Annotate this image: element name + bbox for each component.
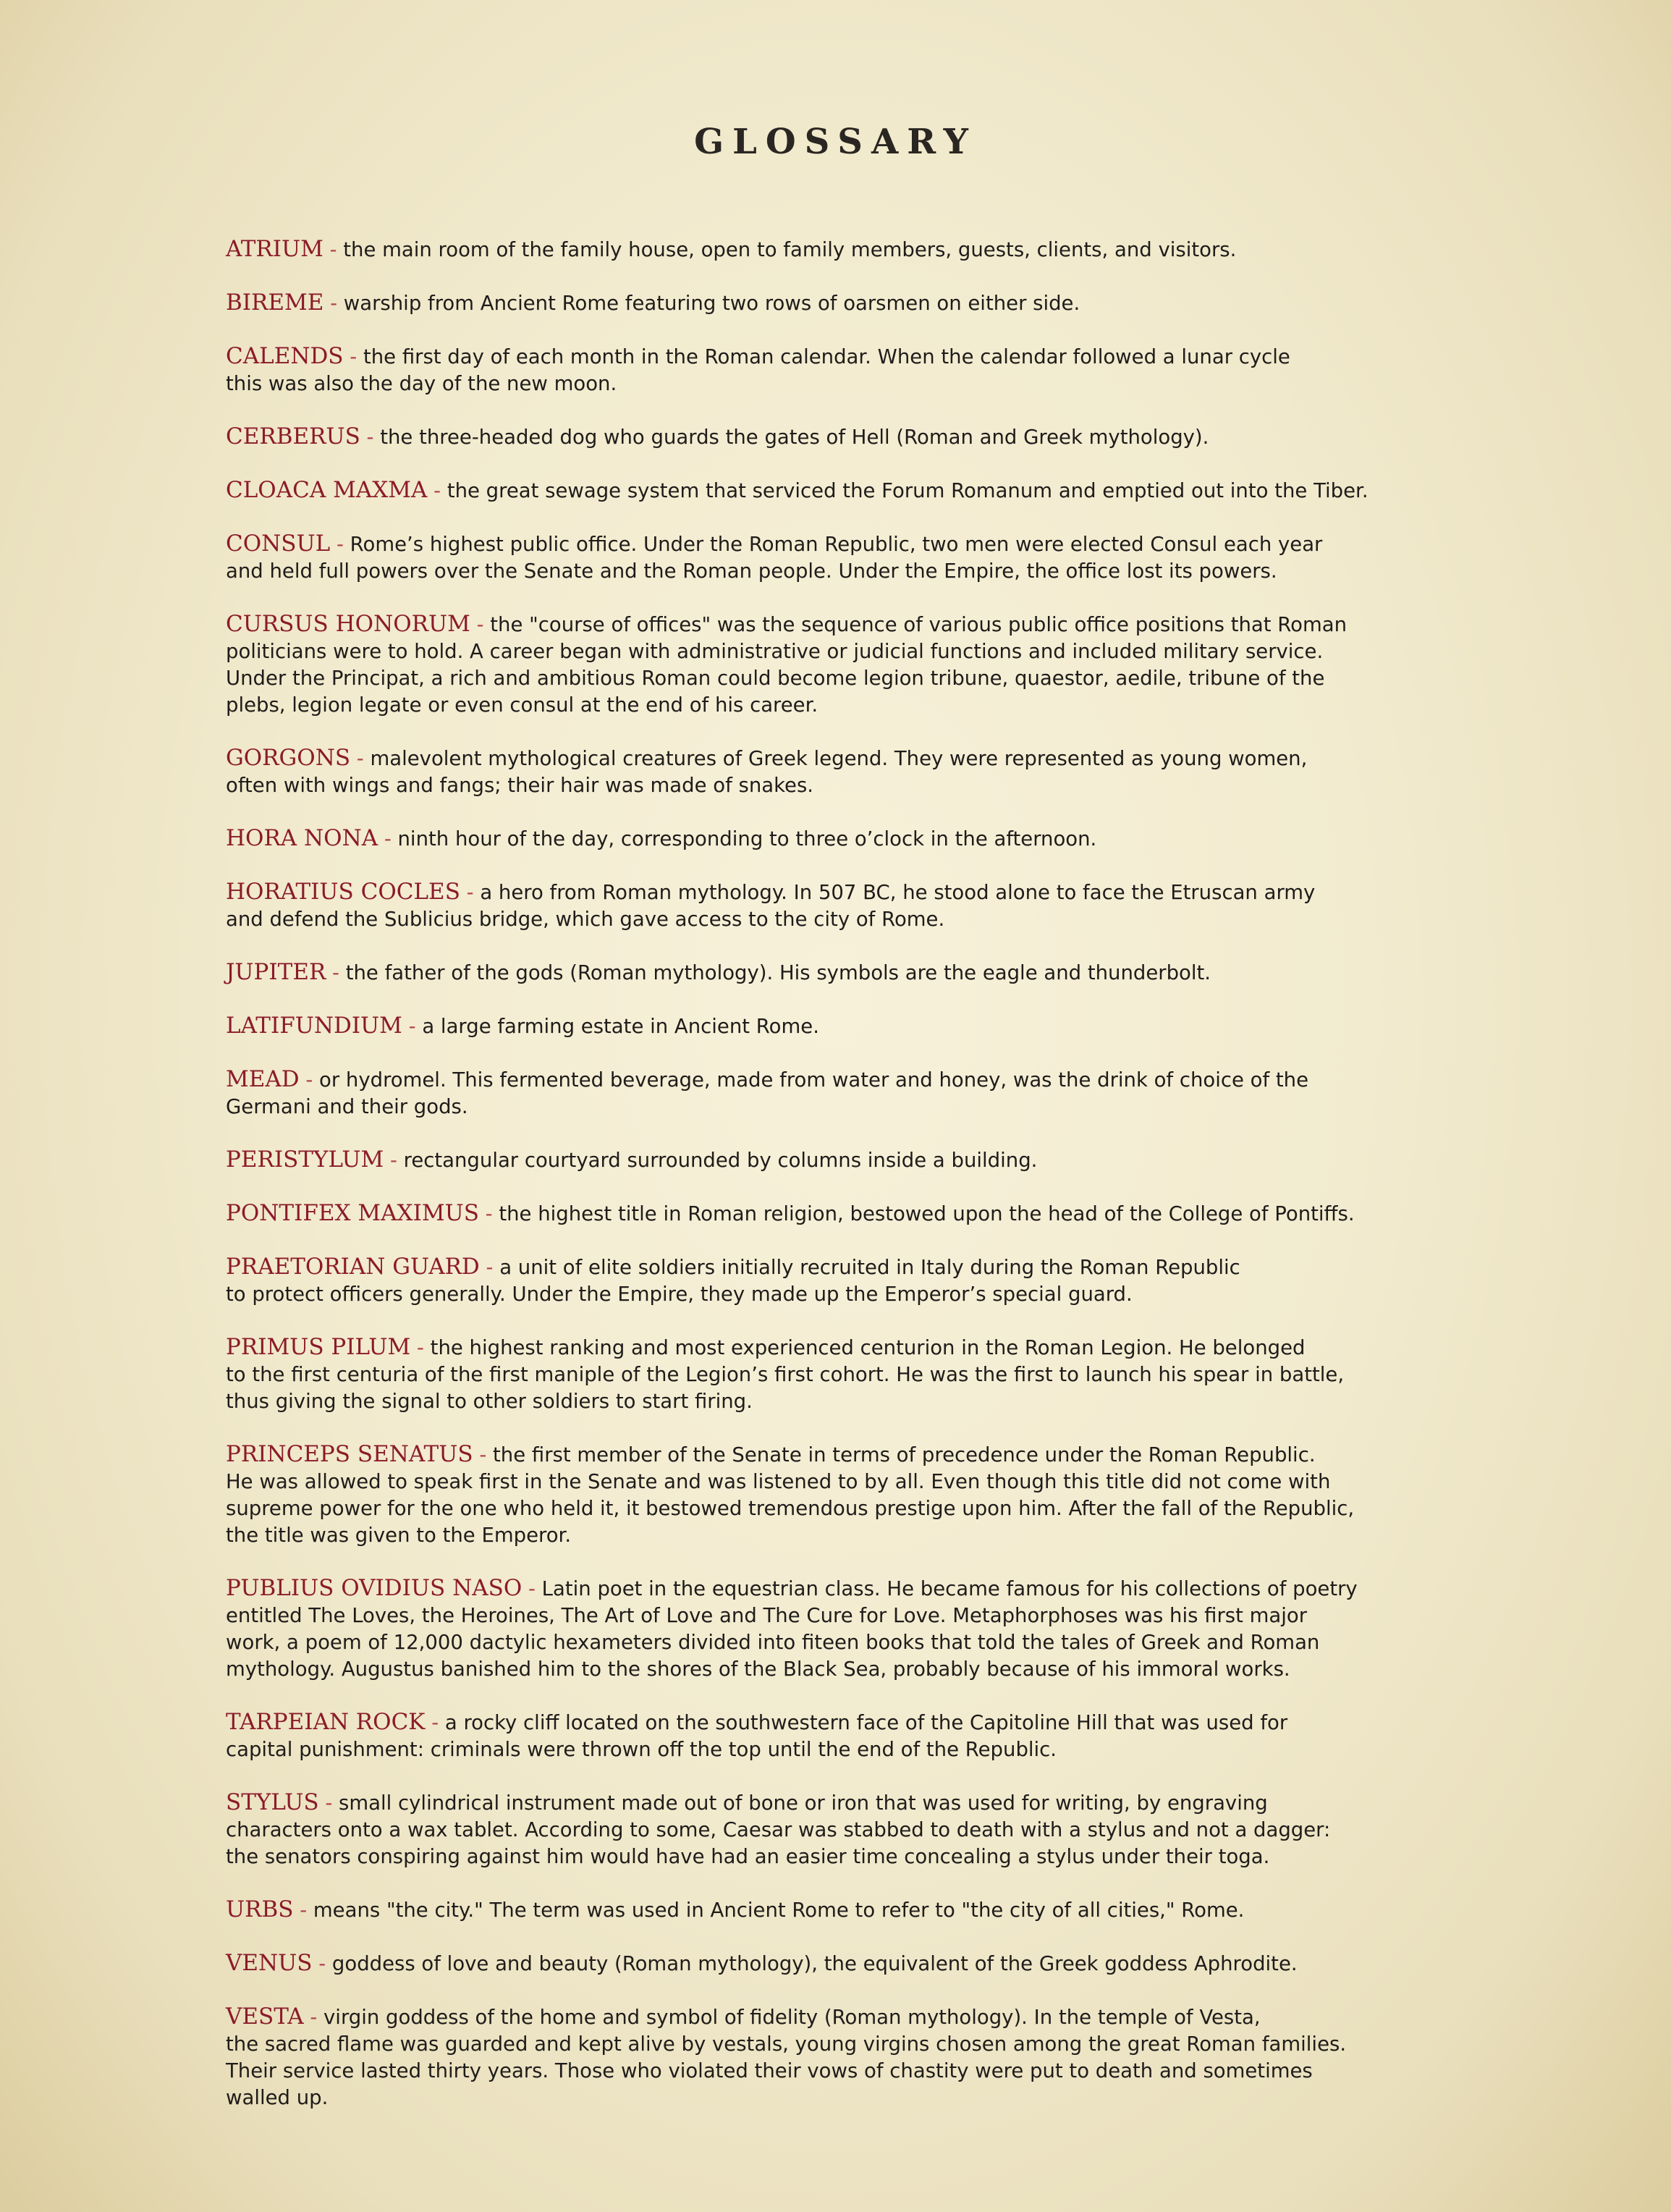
definition-line: mythology. Augustus banished him to the shores of the Black Sea, probably because of his immoral works. (226, 1658, 1290, 1681)
definition-line: a large farming estate in Ancient Rome. (422, 1015, 819, 1038)
term-separator: - (470, 613, 491, 636)
definition-line: the first day of each month in the Roman calendar. When the calendar followed a lunar cycle (363, 345, 1290, 368)
definition-line: the great sewage system that serviced the Forum Romanum and emptied out into the Tiber. (447, 479, 1368, 502)
glossary-term: LATIFUNDIUM (226, 1013, 402, 1039)
glossary-term: CONSUL (226, 531, 331, 557)
glossary-entry (226, 1066, 1492, 1120)
definition-line: the first member of the Senate in terms of precedence under the Roman Republic. (493, 1443, 1316, 1466)
glossary-term: JUPITER (226, 959, 326, 985)
glossary-term: ATRIUM (226, 236, 323, 262)
definition-line: supreme power for the one who held it, it bestowed tremendous prestige upon him. After the fall of the Republic, (226, 1497, 1355, 1520)
definition-line: politicians were to hold. A career began with administrative or judicial functions and included military service. (226, 640, 1324, 663)
definition-line: capital punishment: criminals were thrown off the top until the end of the Republic. (226, 1738, 1057, 1761)
glossary-entry (226, 423, 1492, 451)
definition-line: Their service lasted thirty years. Those who violated their vows of chastity were put to death and sometimes (226, 2059, 1313, 2082)
glossary-term: PRIMUS PILUM (226, 1334, 411, 1360)
glossary-entry (226, 1334, 1492, 1415)
term-separator: - (522, 1577, 542, 1600)
glossary-entry (226, 1950, 1492, 1977)
term-separator: - (473, 1443, 493, 1466)
glossary-term: TARPEIAN ROCK (226, 1709, 426, 1735)
glossary-term: CERBERUS (226, 423, 360, 449)
glossary-entry (226, 477, 1492, 505)
definition-line: He was allowed to speak first in the Senate and was listened to by all. Even though this title did not come with (226, 1470, 1331, 1493)
definition-line: walled up. (226, 2086, 329, 2109)
term-separator: - (427, 479, 447, 502)
term-separator: - (326, 961, 346, 984)
glossary-term: PONTIFEX MAXIMUS (226, 1200, 479, 1226)
glossary-entry (226, 1147, 1492, 1174)
term-separator: - (343, 345, 363, 368)
glossary-entry (226, 1896, 1492, 1924)
term-separator: - (410, 1336, 431, 1359)
glossary-entry (226, 1254, 1492, 1308)
glossary-term: CURSUS HONORUM (226, 611, 470, 637)
term-separator: - (384, 1149, 404, 1172)
glossary-term: VENUS (226, 1950, 313, 1976)
term-separator: - (478, 1202, 499, 1225)
term-separator: - (479, 1256, 500, 1279)
term-separator: - (323, 238, 344, 261)
definition-line: the sacred flame was guarded and kept alive by vestals, young virgins chosen among the great Roman families. (226, 2032, 1347, 2056)
definition-line: the highest ranking and most experienced centurion in the Roman Legion. He belonged (430, 1336, 1306, 1359)
glossary-term: HORATIUS COCLES (226, 879, 460, 905)
glossary-entry (226, 825, 1492, 853)
glossary-entry (226, 745, 1492, 799)
glossary-entry (226, 343, 1492, 397)
glossary-entry (226, 236, 1492, 263)
definition-line: to the first centuria of the first maniple of the Legion’s first cohort. He was the first to launch his spear in battle, (226, 1363, 1345, 1386)
definition-line: small cylindrical instrument made out of bone or iron that was used for writing, by engraving (339, 1791, 1268, 1815)
glossary-entry (226, 1709, 1492, 1763)
glossary-list (226, 236, 1492, 2137)
term-separator: - (402, 1015, 423, 1038)
glossary-term: CALENDS (226, 343, 344, 369)
definition-line: means "the city." The term was used in Ancient Rome to refer to "the city of all cities," Rome. (313, 1899, 1245, 1922)
definition-line: characters onto a wax tablet. According to some, Caesar was stabbed to death with a stylus and not a dagger: (226, 1818, 1331, 1841)
term-separator: - (378, 827, 398, 850)
definition-line: entitled The Loves, the Heroines, The Art of Love and The Cure for Love. Metaphorphoses was his first major (226, 1604, 1308, 1627)
glossary-term: STYLUS (226, 1789, 319, 1815)
definition-line: often with wings and fangs; their hair was made of snakes. (226, 774, 814, 797)
glossary-entry (226, 2004, 1492, 2111)
glossary-entry (226, 290, 1492, 317)
glossary-entry (226, 1200, 1492, 1228)
term-separator: - (318, 1791, 339, 1815)
glossary-term: PERISTYLUM (226, 1147, 384, 1173)
definition-line: the senators conspiring against him would have had an easier time concealing a stylus under their toga. (226, 1845, 1270, 1868)
definition-line: plebs, legion legate or even consul at the end of his career. (226, 693, 818, 717)
definition-line: this was also the day of the new moon. (226, 372, 617, 395)
term-separator: - (303, 2006, 324, 2029)
glossary-term: VESTA (226, 2004, 304, 2030)
page-title: GLOSSARY (694, 122, 977, 162)
definition-line: Germani and their gods. (226, 1095, 468, 1118)
definition-line: and defend the Sublicius bridge, which gave access to the city of Rome. (226, 908, 945, 931)
term-separator: - (330, 533, 350, 556)
term-separator: - (323, 292, 344, 315)
definition-line: Under the Principat, a rich and ambitious Roman could become legion tribune, quaestor, aedile, tribune of the (226, 667, 1325, 690)
definition-line: the highest title in Roman religion, bestowed upon the head of the College of Pontiffs. (499, 1202, 1355, 1225)
glossary-entry (226, 1013, 1492, 1040)
glossary-entry (226, 611, 1492, 719)
glossary-term: PRAETORIAN GUARD (226, 1254, 480, 1280)
term-separator: - (360, 426, 381, 449)
definition-line: thus giving the signal to other soldiers to start firing. (226, 1390, 753, 1413)
definition-line: a rocky cliff located on the southwestern face of the Capitoline Hill that was used for (444, 1711, 1288, 1734)
definition-line: to protect officers generally. Under the Empire, they made up the Emperor’s special guard. (226, 1283, 1133, 1306)
glossary-term: PRINCEPS SENATUS (226, 1441, 473, 1467)
definition-line: virgin goddess of the home and symbol of fidelity (Roman mythology). In the temple of Vesta, (323, 2006, 1261, 2029)
term-separator: - (460, 881, 481, 904)
glossary-entry (226, 531, 1492, 585)
glossary-term: CLOACA MAXMA (226, 477, 428, 503)
glossary-entry (226, 1789, 1492, 1870)
glossary-term: HORA NONA (226, 825, 378, 851)
definition-line: or hydromel. This fermented beverage, made from water and honey, was the drink of choice of the (319, 1068, 1309, 1092)
term-separator: - (312, 1952, 332, 1975)
definition-line: malevolent mythological creatures of Greek legend. They were represented as young women, (370, 747, 1308, 770)
glossary-entry (226, 1575, 1492, 1683)
definition-line: a hero from Roman mythology. In 507 BC, he stood alone to face the Etruscan army (480, 881, 1316, 904)
definition-line: the father of the gods (Roman mythology). His symbols are the eagle and thunderbolt. (345, 961, 1211, 984)
definition-line: Rome’s highest public office. Under the Roman Republic, two men were elected Consul each year (350, 533, 1323, 556)
glossary-entry (226, 879, 1492, 933)
definition-line: work, a poem of 12,000 dactylic hexameters divided into fiteen books that told the tales of Greek and Roman (226, 1631, 1320, 1654)
glossary-term: PUBLIUS OVIDIUS NASO (226, 1575, 523, 1601)
definition-line: the title was given to the Emperor. (226, 1524, 572, 1547)
glossary-entry (226, 1441, 1492, 1549)
definition-line: the "course of offices" was the sequence of various public office positions that Roman (490, 613, 1348, 636)
term-separator: - (293, 1899, 313, 1922)
glossary-term: GORGONS (226, 745, 351, 771)
glossary-term: URBS (226, 1896, 294, 1922)
definition-line: goddess of love and beauty (Roman mythology), the equivalent of the Greek goddess Aphrodite. (331, 1952, 1298, 1975)
definition-line: rectangular courtyard surrounded by columns inside a building. (403, 1149, 1038, 1172)
term-separator: - (425, 1711, 445, 1734)
term-separator: - (350, 747, 371, 770)
glossary-entry (226, 959, 1492, 987)
definition-line: Latin poet in the equestrian class. He became famous for his collections of poetry (541, 1577, 1358, 1600)
glossary-term: BIREME (226, 290, 324, 316)
definition-line: a unit of elite soldiers initially recruited in Italy during the Roman Republic (499, 1256, 1240, 1279)
definition-line: and held full powers over the Senate and the Roman people. Under the Empire, the office lost its powers. (226, 560, 1277, 583)
term-separator: - (299, 1068, 320, 1092)
definition-line: the three-headed dog who guards the gates of Hell (Roman and Greek mythology). (380, 426, 1209, 449)
definition-line: the main room of the family house, open to family members, guests, clients, and visitors. (343, 238, 1237, 261)
definition-line: ninth hour of the day, corresponding to three o’clock in the afternoon. (397, 827, 1097, 850)
glossary-term: MEAD (226, 1066, 300, 1092)
definition-line: warship from Ancient Rome featuring two rows of oarsmen on either side. (343, 292, 1080, 315)
